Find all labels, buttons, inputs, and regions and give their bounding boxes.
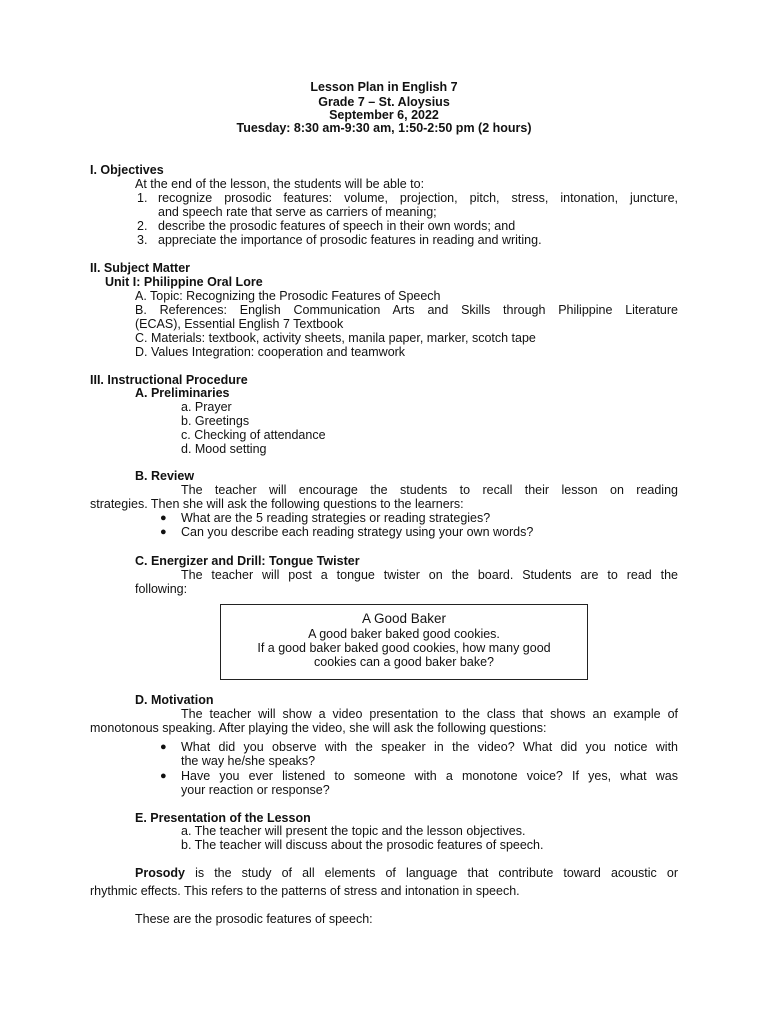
review-question: What are the 5 reading strategies or reading strategies? xyxy=(181,511,491,525)
energizer-heading: C. Energizer and Drill: Tongue Twister xyxy=(135,554,360,568)
presentation-heading: E. Presentation of the Lesson xyxy=(135,811,311,825)
objective-item-continued: and speech rate that serve as carriers of meaning; xyxy=(158,205,437,219)
bullet-icon: ● xyxy=(160,512,167,524)
motivation-heading: D. Motivation xyxy=(135,693,214,707)
prosody-definition-continued: rhythmic effects. This refers to the patterns of stress and intonation in speech. xyxy=(90,884,520,898)
prosody-definition: Prosody is the study of all elements of language that contribute toward acoustic or xyxy=(135,866,678,880)
preliminary-item: a. Prayer xyxy=(181,400,232,414)
review-question: Can you describe each reading strategy using your own words? xyxy=(181,525,534,539)
preliminary-item: c. Checking of attendance xyxy=(181,428,326,442)
motivation-question-continued: your reaction or response? xyxy=(181,783,330,797)
objective-item: recognize prosodic features: volume, projection, pitch, stress, intonation, juncture, xyxy=(158,191,678,205)
presentation-item: a. The teacher will present the topic and the lesson objectives. xyxy=(181,824,526,838)
motivation-paragraph-continued: monotonous speaking. After playing the video, she will ask the following questions: xyxy=(90,721,547,735)
references-line: B. References: English Communication Arts and Skills through Philippine Literature xyxy=(135,303,678,317)
lesson-schedule: Tuesday: 8:30 am-9:30 am, 1:50-2:50 pm (2 hours) xyxy=(236,121,532,135)
energizer-paragraph-continued: following: xyxy=(135,582,188,596)
tongue-twister-line: cookies can a good baker bake? xyxy=(314,655,494,669)
unit-title: Unit I: Philippine Oral Lore xyxy=(105,275,263,289)
review-heading: B. Review xyxy=(135,469,195,483)
tongue-twister-line: A good baker baked good cookies. xyxy=(308,627,500,641)
prosody-term: Prosody xyxy=(135,866,186,880)
preliminary-item: d. Mood setting xyxy=(181,442,267,456)
objective-item: appreciate the importance of prosodic features in reading and writing. xyxy=(158,233,542,247)
grade-section: Grade 7 – St. Aloysius xyxy=(318,95,450,109)
document-title: Lesson Plan in English 7 xyxy=(310,80,458,94)
objectives-heading: I. Objectives xyxy=(90,163,164,177)
objective-number: 3. xyxy=(137,233,148,247)
topic-line: A. Topic: Recognizing the Prosodic Features of Speech xyxy=(135,289,441,303)
objectives-intro: At the end of the lesson, the students will be able to: xyxy=(135,177,425,191)
motivation-question: Have you ever listened to someone with a monotone voice? If yes, what was xyxy=(181,769,678,783)
lesson-date: September 6, 2022 xyxy=(329,108,439,122)
objective-number: 2. xyxy=(137,219,148,233)
review-paragraph-continued: strategies. Then she will ask the following questions to the learners: xyxy=(90,497,464,511)
review-paragraph: The teacher will encourage the students to recall their lesson on reading xyxy=(181,483,678,497)
procedure-heading: III. Instructional Procedure xyxy=(90,373,248,387)
materials-line: C. Materials: textbook, activity sheets, manila paper, marker, scotch tape xyxy=(135,331,536,345)
tongue-twister-title: A Good Baker xyxy=(361,611,447,626)
bullet-icon: ● xyxy=(160,741,167,753)
references-line-continued: (ECAS), Essential English 7 Textbook xyxy=(135,317,344,331)
preliminaries-heading: A. Preliminaries xyxy=(135,386,230,400)
preliminary-item: b. Greetings xyxy=(181,414,250,428)
objective-number: 1. xyxy=(137,191,148,205)
motivation-paragraph: The teacher will show a video presentation to the class that shows an example of xyxy=(181,707,678,721)
energizer-paragraph: The teacher will post a tongue twister on the board. Students are to read the xyxy=(181,568,678,582)
bullet-icon: ● xyxy=(160,770,167,782)
values-line: D. Values Integration: cooperation and teamwork xyxy=(135,345,406,359)
tongue-twister-box xyxy=(220,604,588,680)
objective-item: describe the prosodic features of speech in their own words; and xyxy=(158,219,516,233)
bullet-icon: ● xyxy=(160,526,167,538)
subject-matter-heading: II. Subject Matter xyxy=(90,261,191,275)
tongue-twister-line: If a good baker baked good cookies, how many good xyxy=(257,641,551,655)
motivation-question: What did you observe with the speaker in the video? What did you notice with xyxy=(181,740,678,754)
features-intro: These are the prosodic features of speech: xyxy=(135,912,373,926)
motivation-question-continued: the way he/she speaks? xyxy=(181,754,316,768)
presentation-item: b. The teacher will discuss about the prosodic features of speech. xyxy=(181,838,544,852)
